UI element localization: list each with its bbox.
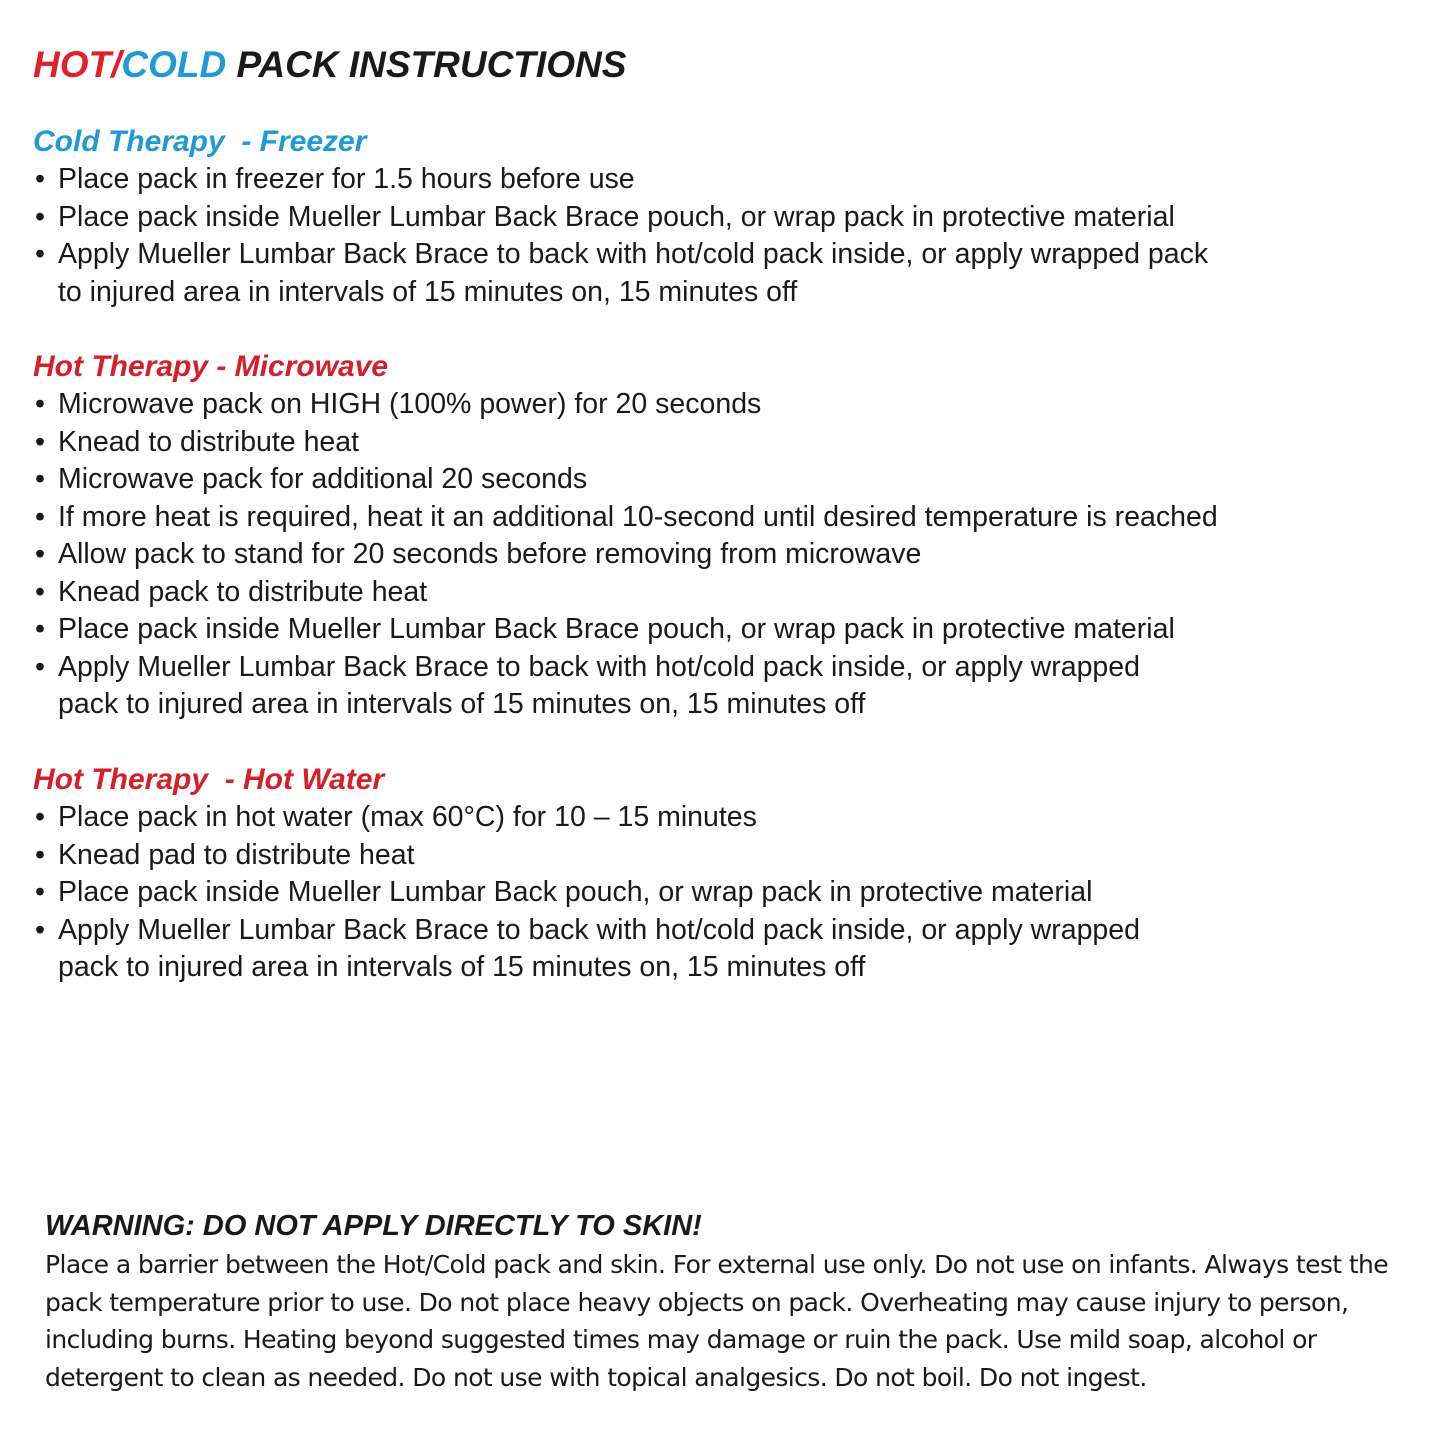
section-heading: Hot Therapy - Hot Water bbox=[33, 763, 385, 796]
bullet-icon: • bbox=[35, 913, 45, 946]
instruction-list bbox=[33, 799, 1423, 987]
bullet-icon: • bbox=[35, 838, 45, 871]
list-item: • Knead pack to distribute heat bbox=[33, 574, 1423, 612]
title-rest: PACK INSTRUCTIONS bbox=[226, 44, 627, 85]
section-hot-therapy-hot-water bbox=[33, 761, 1423, 987]
list-item: • Apply Mueller Lumbar Back Brace to back with hot/cold pack inside, or apply wrapped pack to injured area in intervals of 15 minutes on, 15 minutes off bbox=[35, 650, 1140, 720]
bullet-icon: • bbox=[35, 388, 45, 420]
list-item: • Apply Mueller Lumbar Back Brace to back with hot/cold pack inside, or apply wrapped pack to injured area in intervals of 15 minutes on, 15 minutes off bbox=[35, 238, 1209, 308]
bullet-icon: • bbox=[35, 463, 45, 495]
list-item: • Place pack in hot water (max 60°C) for 10 – 15 minutes bbox=[33, 799, 1423, 837]
instruction-list bbox=[33, 161, 1423, 311]
list-item: • Place pack inside Mueller Lumbar Back pouch, or wrap pack in protective material bbox=[33, 874, 1423, 912]
section-heading: Cold Therapy - Freezer bbox=[33, 125, 367, 158]
bullet-icon: • bbox=[35, 538, 45, 570]
section-heading: Hot Therapy - Microwave bbox=[33, 350, 389, 383]
warning-block bbox=[45, 1206, 1430, 1396]
bullet-icon: • bbox=[35, 575, 45, 608]
instruction-list bbox=[33, 386, 1423, 724]
section-cold-therapy-freezer bbox=[33, 123, 1423, 311]
bullet-icon: • bbox=[35, 650, 45, 683]
list-item: • Place pack inside Mueller Lumbar Back Brace pouch, or wrap pack in protective material bbox=[33, 199, 1423, 237]
bullet-icon: • bbox=[35, 163, 45, 195]
page-title bbox=[33, 42, 626, 88]
list-item: • Place pack inside Mueller Lumbar Back Brace pouch, or wrap pack in protective material bbox=[33, 611, 1423, 649]
bullet-icon: • bbox=[35, 200, 45, 233]
list-item: • Allow pack to stand for 20 seconds before removing from microwave bbox=[33, 536, 1423, 574]
list-item: • Knead pad to distribute heat bbox=[33, 837, 1423, 875]
title-slash: / bbox=[111, 44, 122, 85]
list-item: • Microwave pack for additional 20 seconds bbox=[33, 461, 1423, 499]
section-hot-therapy-microwave bbox=[33, 348, 1423, 724]
list-item: • Place pack in freezer for 1.5 hours before use bbox=[33, 161, 1423, 199]
bullet-icon: • bbox=[35, 801, 45, 833]
bullet-icon: • bbox=[35, 613, 45, 645]
bullet-icon: • bbox=[35, 500, 45, 533]
list-item: • Microwave pack on HIGH (100% power) for 20 seconds bbox=[33, 386, 1423, 424]
bullet-icon: • bbox=[35, 238, 45, 270]
warning-heading: WARNING: DO NOT APPLY DIRECTLY TO SKIN! bbox=[45, 1210, 702, 1242]
list-item: • Apply Mueller Lumbar Back Brace to back with hot/cold pack inside, or apply wrapped pack to injured area in intervals of 15 minutes on, 15 minutes off bbox=[35, 913, 1140, 983]
warning-body: Place a barrier between the Hot/Cold pack and skin. For external use only. Do not use on infants. Always test the pack temperature prior to use. Do not place heavy objects on pack. Overheating may cause injury to person, including burns. Heating beyond suggested times may damage or ruin the pack. Use mild soap, alcohol or detergent to clean as needed. Do not use with topical analgesics. Do not boil. Do not ingest. bbox=[45, 1250, 1389, 1392]
title-cold: COLD bbox=[121, 44, 227, 85]
list-item: • Knead to distribute heat bbox=[33, 424, 1423, 462]
bullet-icon: • bbox=[35, 876, 45, 908]
bullet-icon: • bbox=[35, 425, 45, 458]
title-hot: HOT bbox=[33, 44, 112, 85]
list-item: • If more heat is required, heat it an additional 10-second until desired temperature is reached bbox=[33, 499, 1423, 537]
